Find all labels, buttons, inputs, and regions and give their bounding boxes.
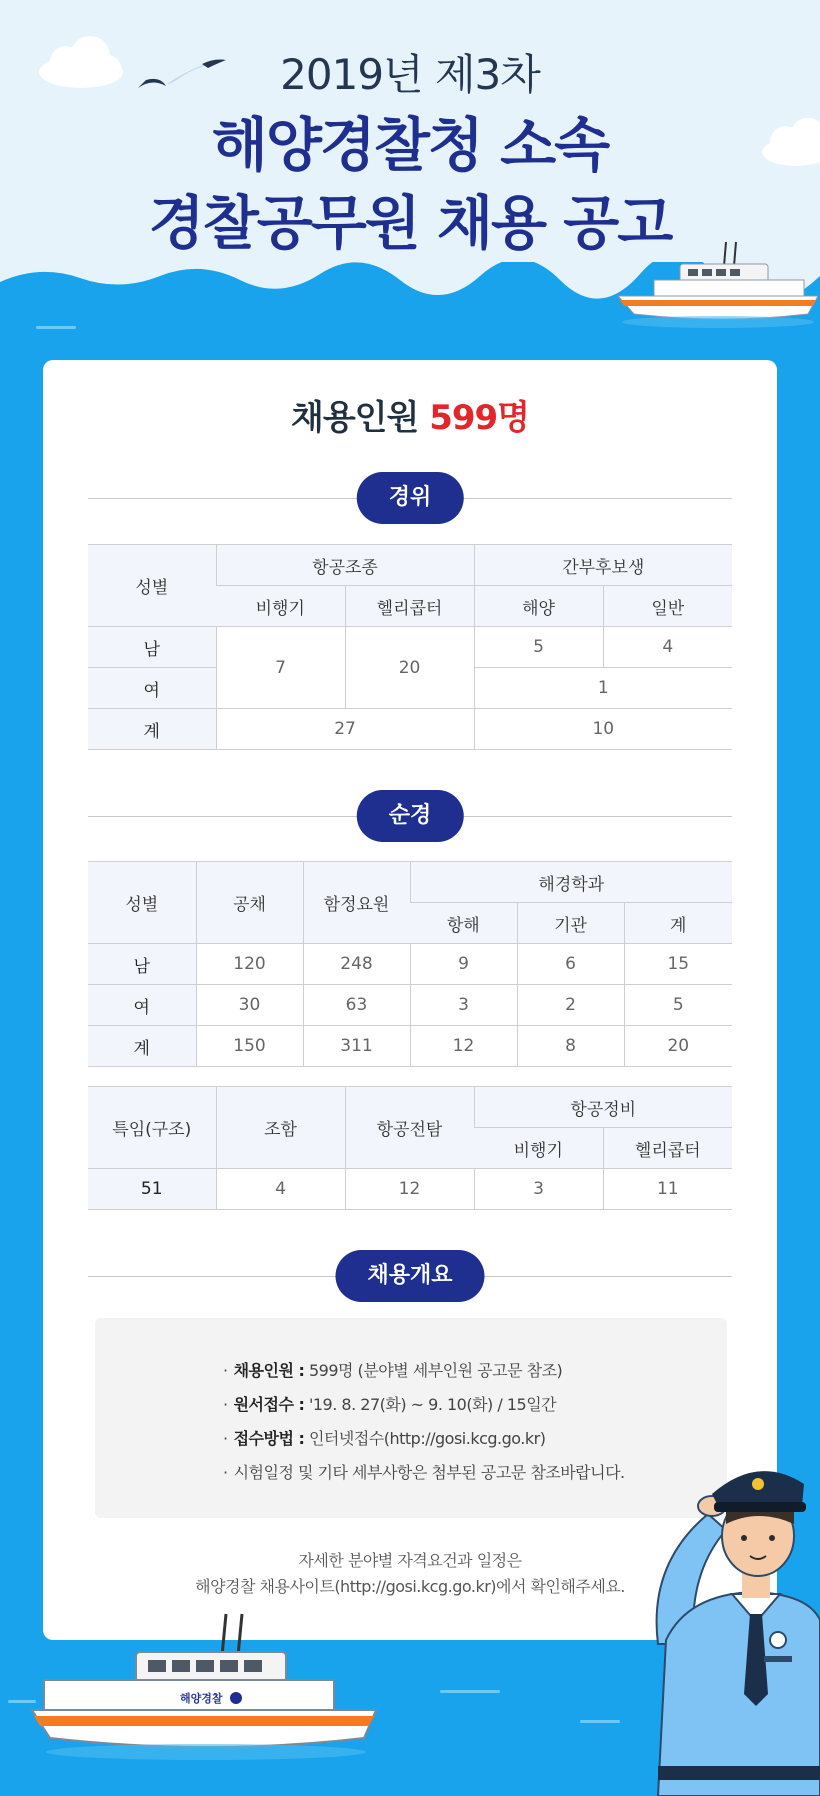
cell: 248	[303, 944, 410, 985]
cell: 9	[410, 944, 517, 985]
headline	[43, 390, 777, 439]
cell: 30	[196, 985, 303, 1026]
header-gender: 성별	[88, 545, 216, 627]
subheader-heli: 헬리콥터	[345, 586, 474, 627]
table-sungyeong-special	[88, 1086, 732, 1210]
table-row	[88, 1026, 732, 1067]
title-line-2: 경찰공무원 채용 공고	[148, 189, 672, 257]
row-label-female: 여	[88, 668, 216, 709]
list-item: · 채용인원 : 599명 (분야별 세부인원 공고문 참조)	[223, 1361, 563, 1380]
cell: 12	[345, 1169, 474, 1210]
cell: 3	[474, 1169, 603, 1210]
row-label: 계	[88, 1026, 196, 1067]
header-aviation-maint: 항공정비	[474, 1087, 732, 1128]
title-line-1: 해양경찰청 소속	[211, 111, 609, 179]
patrol-boat-top-illustration	[614, 240, 820, 330]
footnote-line-1: 자세한 분야별 자격요건과 일정은	[298, 1551, 522, 1570]
cell-aviation-total: 27	[216, 709, 474, 750]
cell-special: 51	[88, 1169, 216, 1210]
header-ship: 함정요원	[303, 862, 410, 944]
cell: 63	[303, 985, 410, 1026]
subheader-plane: 비행기	[216, 586, 345, 627]
cell-cadet-female: 1	[474, 668, 732, 709]
table-row	[88, 1169, 732, 1210]
cell-cadet-total: 10	[474, 709, 732, 750]
row-label: 여	[88, 985, 196, 1026]
table-row	[88, 944, 732, 985]
cell-general-male: 4	[603, 627, 732, 668]
overview-list	[223, 1354, 625, 1490]
cell: 150	[196, 1026, 303, 1067]
subheader-plane: 비행기	[474, 1128, 603, 1169]
patrol-boat-bottom-illustration	[30, 1612, 380, 1762]
cell-plane: 7	[216, 627, 345, 709]
section-header-gyeongwi	[88, 472, 732, 524]
cell: 12	[410, 1026, 517, 1067]
cell: 4	[216, 1169, 345, 1210]
cell: 120	[196, 944, 303, 985]
wave-strip	[580, 1720, 620, 1723]
wave-strip	[36, 326, 76, 329]
cell-heli: 20	[345, 627, 474, 709]
headline-prefix: 채용인원	[290, 398, 419, 438]
footnote-line-2: 해양경찰 채용사이트(http://gosi.kcg.go.kr)에서 확인해주세요.	[195, 1577, 625, 1596]
cell: 8	[517, 1026, 624, 1067]
list-item: · 시험일정 및 기타 세부사항은 첨부된 공고문 참조바랍니다.	[223, 1463, 625, 1482]
cell: 311	[303, 1026, 410, 1067]
header-aviation: 항공조종	[216, 545, 474, 586]
section-header-sungyeong	[88, 790, 732, 842]
cell: 5	[624, 985, 732, 1026]
subheader-engine: 기관	[517, 903, 624, 944]
table-gyeongwi	[88, 544, 732, 750]
section-title: 순경	[357, 790, 464, 842]
list-item: · 접수방법 : 인터넷접수(http://gosi.kcg.go.kr)	[223, 1429, 546, 1448]
table-sungyeong	[88, 861, 732, 1067]
subheader-marine: 해양	[474, 586, 603, 627]
header-academy: 해경학과	[410, 862, 732, 903]
header-helmsman: 조함	[216, 1087, 345, 1169]
subheader-total: 계	[624, 903, 732, 944]
cell: 6	[517, 944, 624, 985]
row-label-male: 남	[88, 627, 216, 668]
header-aviation-dedicated: 항공전탐	[345, 1087, 474, 1169]
section-header-overview	[88, 1250, 732, 1302]
subheader-heli: 헬리콥터	[603, 1128, 732, 1169]
headline-count: 599명	[429, 398, 530, 438]
police-officer-illustration	[648, 1444, 820, 1796]
cell: 20	[624, 1026, 732, 1067]
section-title: 경위	[357, 472, 464, 524]
section-title: 채용개요	[335, 1250, 484, 1302]
boat-label: 해양경찰	[180, 1692, 223, 1705]
header-special: 특임(구조)	[88, 1087, 216, 1169]
subheader-nav: 항해	[410, 903, 517, 944]
wave-strip	[440, 1690, 500, 1693]
list-item: · 원서접수 : '19. 8. 27(화) ~ 9. 10(화) / 15일간	[223, 1395, 557, 1414]
subheader-general: 일반	[603, 586, 732, 627]
cell: 11	[603, 1169, 732, 1210]
row-label-total: 계	[88, 709, 216, 750]
cell: 15	[624, 944, 732, 985]
cell-marine-male: 5	[474, 627, 603, 668]
cell: 3	[410, 985, 517, 1026]
header-gender: 성별	[88, 862, 196, 944]
cell: 2	[517, 985, 624, 1026]
title-year: 2019년 제3차	[280, 50, 540, 99]
overview-box	[95, 1318, 727, 1518]
table-row	[88, 985, 732, 1026]
row-label: 남	[88, 944, 196, 985]
header-cadet: 간부후보생	[474, 545, 732, 586]
header-open: 공채	[196, 862, 303, 944]
